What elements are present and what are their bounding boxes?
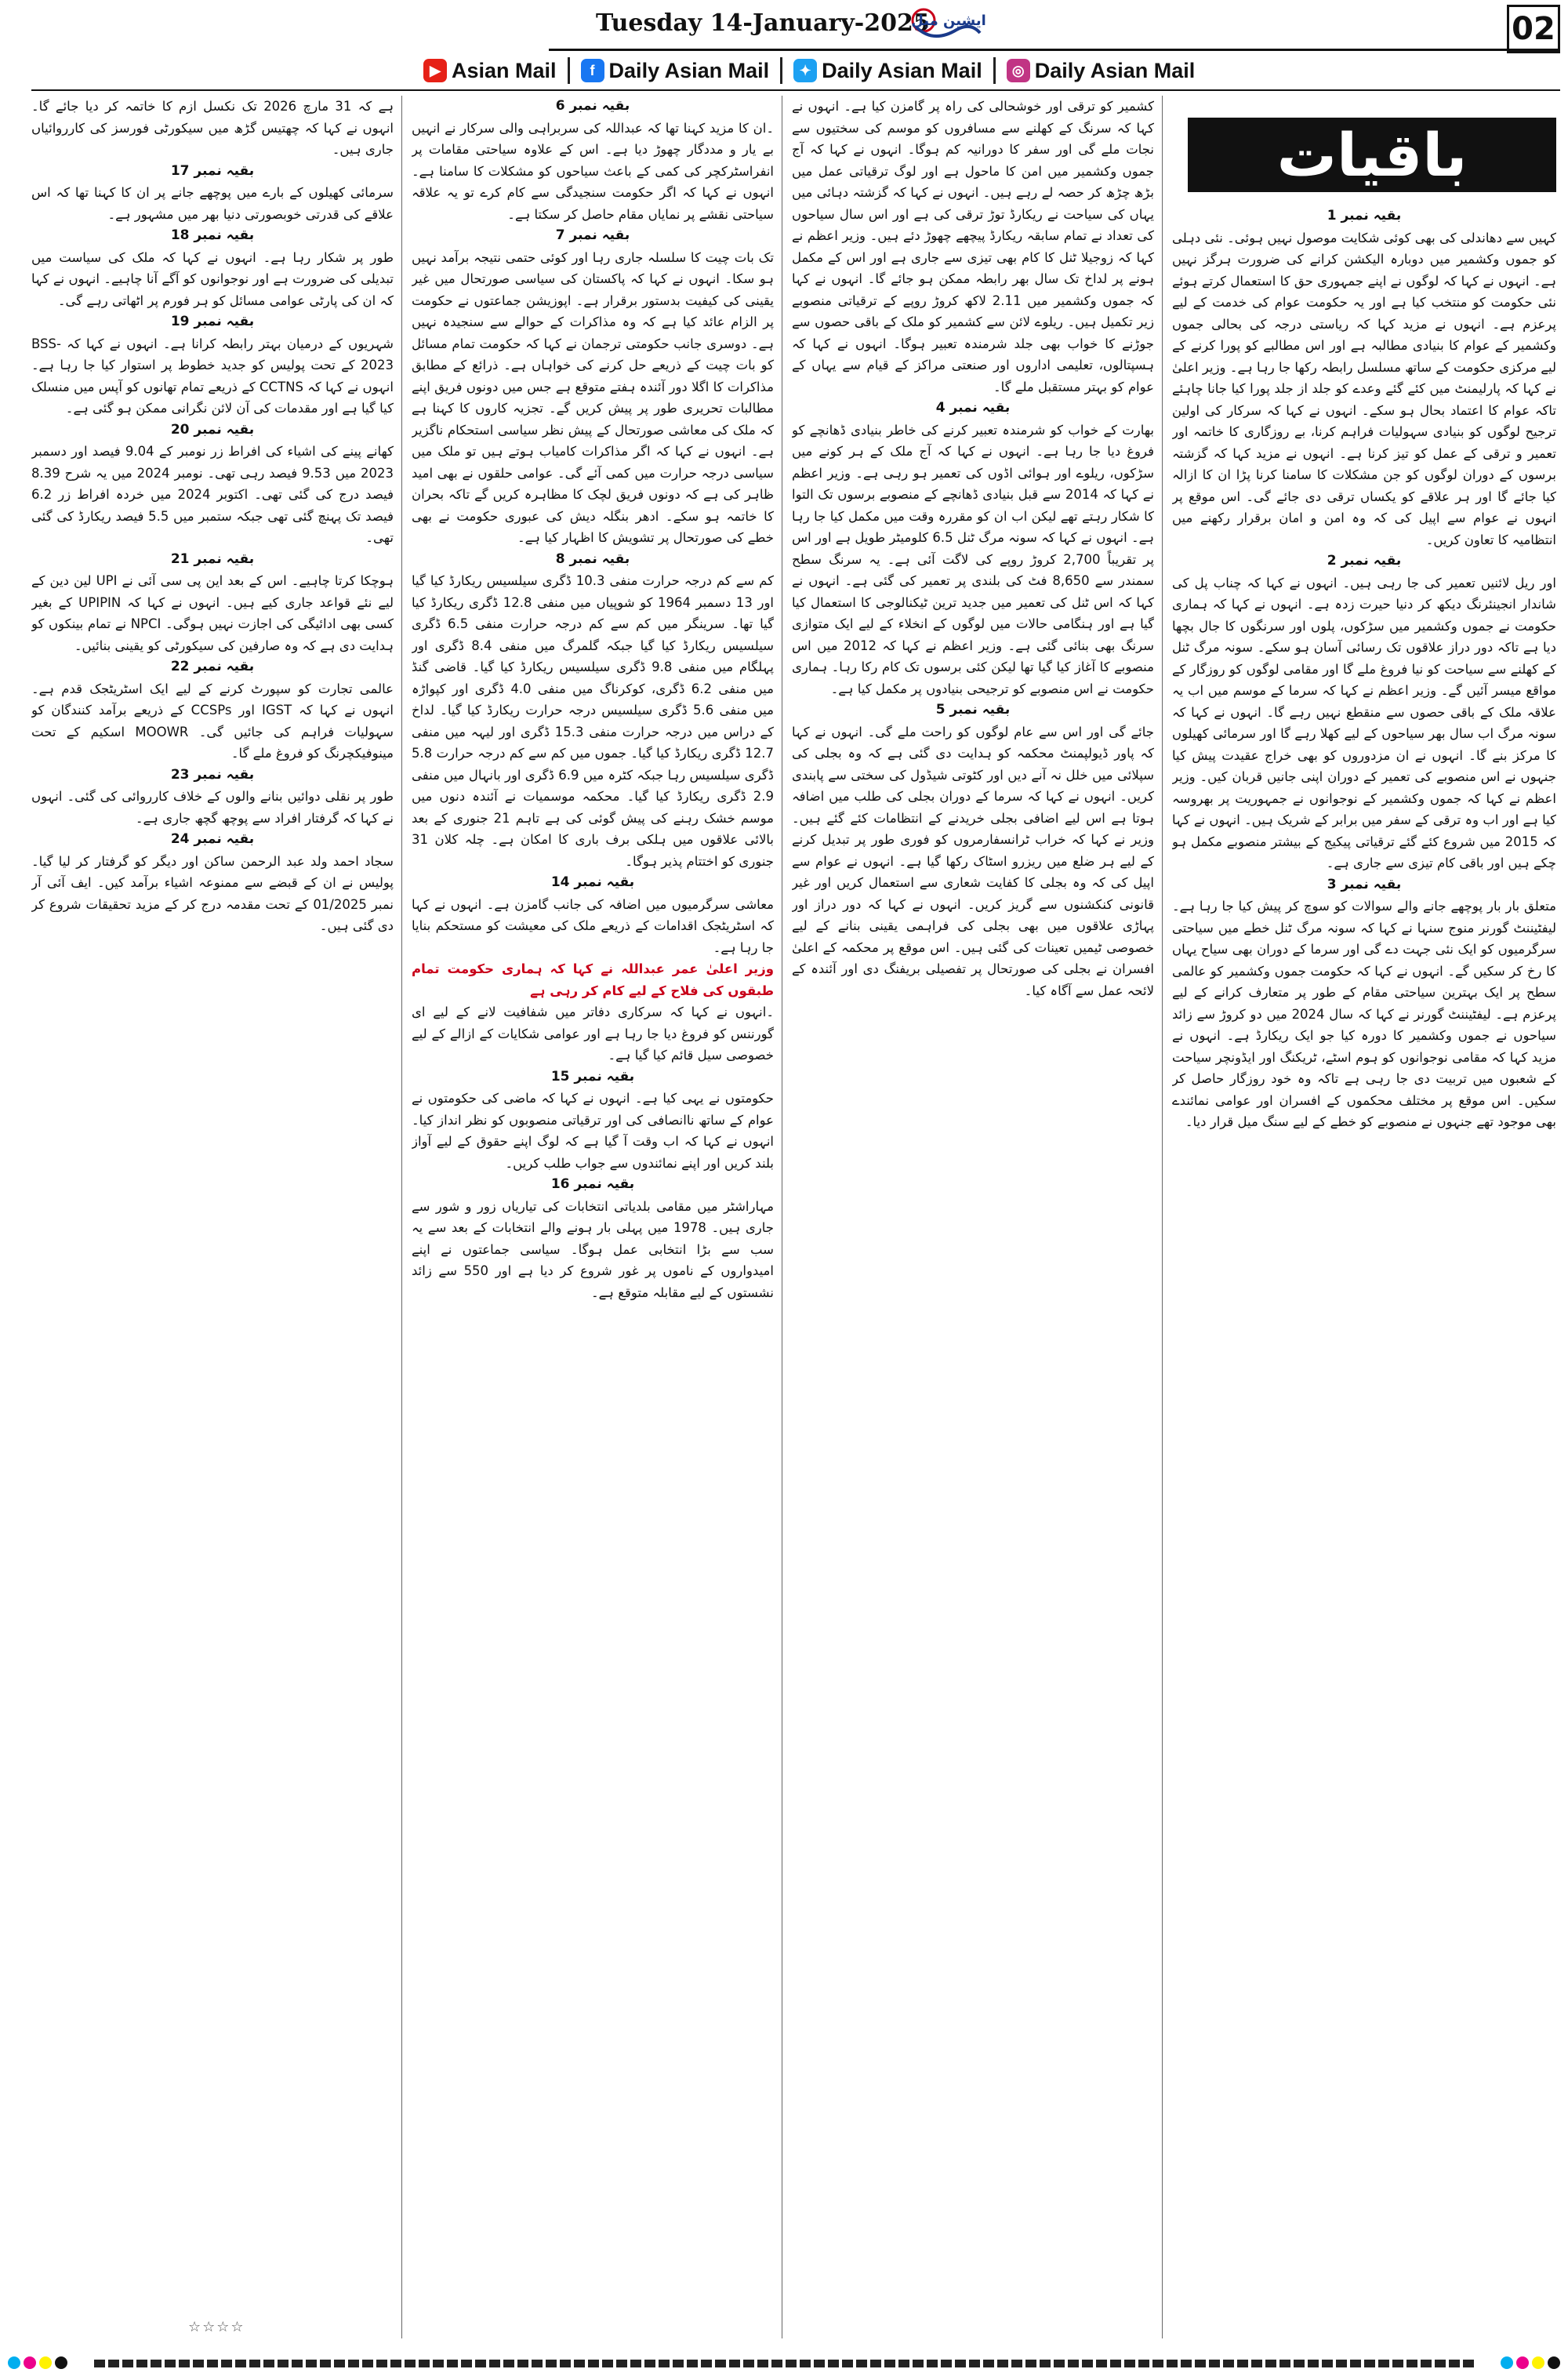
column-3 <box>412 96 774 2338</box>
article-text: اور ریل لائنیں تعمیر کی جا رہی ہیں۔ انہوں نے کہا کہ چناب پل کی شاندار انجینئرنگ دیکھ کر دنیا حیرت زدہ ہے۔ انہوں نے کہا کہ ہماری حکومت نے جموں وکشمیر میں سڑکوں، پلوں اور سرنگوں کا جال بچھا دیا ہے تاکہ دور دراز علاقوں تک رسائی آسان ہو سکے۔ سونہ مرگ ٹنل کے کھلنے سے سیاحت کو نیا فروغ ملے گا اور مقامی لوگوں کو روزگار کے مواقع میسر آئیں گے۔ وزیر اعظم نے کہا کہ سرما کے موسم میں اب یہ علاقہ ملک کے باقی حصوں سے منقطع نہیں رہے گا۔ انہوں نے کہا کہ سونہ مرگ اب سال بھر سیاحوں کے لیے کھلا رہے گا اور سرمائی کھیلوں کا مرکز بنے گا۔ انہوں نے ان مزدوروں کو بھی خراج عقیدت پیش کیا جنہوں نے اس منصوبے کی تعمیر کے دوران اپنی جانیں قربان کیں۔ وزیر اعظم نے کہا کہ جموں وکشمیر کے نوجوانوں نے جمہوریت پر بھروسہ کیا ہے اور اب وہ ترقی کے سفر میں برابر کے شریک ہیں۔ انہوں نے کہا کہ 2015 میں شروع کئے گئے ترقیاتی پیکیج کے بیشتر منصوبے مکمل ہو چکے ہیں اور باقی کام تیزی سے جاری ہے۔ <box>1172 575 1556 870</box>
highlighted-text: وزیر اعلیٰ عمر عبداللہ نے کہا کہ ہماری حکومت تمام طبقوں کی فلاح کے لیے کام کر رہی ہے <box>412 961 774 998</box>
article-text: سجاد احمد ولد عبد الرحمن ساکن اور دیگر کو گرفتار کر لیا گیا۔ پولیس نے ان کے قبضے سے ممنوعہ اشیاء برآمد کیں۔ ایف آئی آر نمبر 01/2025 کے تحت مقدمہ درج کر کے مزید تحقیقات شروع کر دی گئی ہیں۔ <box>31 853 394 933</box>
social-label: Daily Asian Mail <box>1034 58 1196 82</box>
continuation-heading: بقیہ نمبر 2 <box>1327 553 1402 569</box>
logo-text: ایشین میل <box>911 13 986 29</box>
continuation-heading: بقیہ نمبر 20 <box>170 421 255 438</box>
column-4 <box>31 96 394 2315</box>
continuation-heading: بقیہ نمبر 24 <box>170 831 255 847</box>
article-text: شہریوں کے درمیان بہتر رابطہ کرانا ہے۔ انہوں نے کہا کہ BSS-2023 کے تحت پولیس کو جدید خطوط پر استوار کیا جا رہا ہے۔ انہوں نے کہا کہ CCTNS کے ذریعے تمام تھانوں کو آپس میں منسلک کیا گیا ہے اور مقدمات کی آن لائن نگرانی ممکن ہو گئی ہے۔ <box>31 336 394 416</box>
youtube-icon: ▶ <box>423 59 447 82</box>
article-text: ۔انہوں نے کہا کہ سرکاری دفاتر میں شفافیت لانے کے لیے ای گورننس کو فروغ دیا جا رہا ہے اور عوامی شکایات کے ازالے کے لیے خصوصی سیل قائم کیا گیا ہے۔ <box>412 1005 774 1063</box>
article-text: کشمیر کو ترقی اور خوشحالی کی راہ پر گامزن کیا ہے۔ انہوں نے کہا کہ سرنگ کے کھلنے سے مسافروں کو موسم کی سختیوں سے نجات ملے گی اور سفر کا دورانیہ کم ہوگا۔ انہوں نے کہا کہ آج جموں وکشمیر میں امن کا ماحول ہے اور لوگ ترقیاتی عمل میں بڑھ چڑھ کر حصہ لے رہے ہیں۔ انہوں نے کہا کہ گزشتہ دہائی میں یہاں کی سیاحت نے ریکارڈ توڑ ترقی کی ہے اور اس سال سیاحوں کی تعداد نے تمام سابقہ ریکارڈ پیچھے چھوڑ دئے ہیں۔ وزیر اعظم نے کہا کہ زوجیلا ٹنل کا کام بھی تیزی سے جاری ہے اور اس کے مکمل ہونے پر لداخ تک سال بھر رابطہ ممکن ہو جائے گا۔ انہوں نے کہا کہ جموں وکشمیر میں 2.11 لاکھ کروڑ روپے کے ترقیاتی منصوبے زیر تکمیل ہیں۔ ریلوے لائن سے کشمیر کو ملک کے باقی حصوں سے جوڑنے کا خواب بھی جلد شرمندہ تعبیر ہوگا۔ انہوں نے کہا کہ ہسپتالوں، تعلیمی اداروں اور صنعتی مراکز کے قیام سے یہاں کے عوام کو بہتر مستقبل ملے گا۔ <box>792 99 1154 394</box>
page-number: 02 <box>1507 5 1560 53</box>
print-footer <box>0 2349 1568 2380</box>
social-youtube[interactable] <box>423 57 570 84</box>
newspaper-logo <box>902 3 988 49</box>
continuation-heading: بقیہ نمبر 4 <box>935 400 1011 416</box>
continuation-heading: بقیہ نمبر 23 <box>170 766 255 783</box>
social-label: Daily Asian Mail <box>608 58 770 82</box>
continuation-heading: بقیہ نمبر 7 <box>555 227 630 243</box>
end-stars: ☆☆☆☆ <box>188 2319 245 2335</box>
social-instagram[interactable] <box>1007 59 1196 83</box>
article-text: کم سے کم درجہ حرارت منفی 10.3 ڈگری سیلسیس ریکارڈ کیا گیا اور 13 دسمبر 1964 کو شوپیاں میں منفی 12.8 ڈگری ریکارڈ کیا گیا تھا۔ سرینگر میں کم سے کم درجہ حرارت منفی 6.5 ڈگری سیلسیس ریکارڈ کیا گیا جبکہ گلمرگ میں منفی 8.4 ڈگری اور پہلگام میں منفی 9.8 ڈگری سیلسیس ریکارڈ کیا گیا۔ قاضی گنڈ میں منفی 6.2 ڈگری، کوکرناگ میں منفی 4.0 ڈگری اور کپواڑہ میں منفی 5.6 ڈگری سیلسیس درجہ حرارت ریکارڈ کیا گیا۔ لداخ کے دراس میں درجہ حرارت منفی 15.3 ڈگری اور لیہہ میں منفی 12.7 ڈگری ریکارڈ کیا گیا۔ جموں میں کم سے کم درجہ حرارت 5.8 ڈگری سیلسیس رہا جبکہ کٹرہ میں 6.9 ڈگری اور بانہال میں منفی 2.9 ڈگری ریکارڈ کیا گیا۔ محکمہ موسمیات نے آئندہ دنوں میں موسم خشک رہنے کی پیش گوئی کی ہے تاہم 21 جنوری کے بعد بالائی علاقوں میں ہلکی برف باری کا امکان ہے۔ چلہ کلان 31 جنوری کو اختتام پذیر ہوگا۔ <box>412 573 774 869</box>
column-2 <box>792 96 1154 2338</box>
issue-date: Tuesday 14-January-2025 <box>596 9 930 37</box>
continuation-heading: بقیہ نمبر 5 <box>935 702 1011 718</box>
article-text: مہاراشٹر میں مقامی بلدیاتی انتخابات کی تیاریاں زور و شور سے جاری ہیں۔ 1978 میں پہلی بار ہونے والے انتخابات کے بعد سے یہ سب سے بڑا انتخابی عمل ہوگا۔ سیاسی جماعتوں نے اپنے امیدواروں کے ناموں پر غور شروع کر دیا ہے اور 550 سے زائد نشستوں کے لیے مقابلہ متوقع ہے۔ <box>412 1198 774 1300</box>
column-divider <box>1162 96 1163 2338</box>
color-registration-left <box>8 2356 67 2369</box>
article-text: سرمائی کھیلوں کے بارے میں پوچھے جانے پر ان کا کہنا تھا کہ اس علاقے کی قدرتی خوبصورتی دنیا بھر میں مشہور ہے۔ <box>31 185 394 222</box>
continuation-heading: بقیہ نمبر 15 <box>550 1068 635 1085</box>
instagram-icon: ◎ <box>1007 59 1030 82</box>
section-banner: باقیات <box>1188 118 1556 192</box>
article-text: عالمی تجارت کو سپورٹ کرنے کے لیے ایک اسٹریٹجک قدم ہے۔ انہوں نے کہا کہ IGST اور CCSPs کے ذریعے برآمد کنندگان کو سہولیات فراہم کی جائیں گی۔ MOOWR اسکیم کے تحت مینوفیکچرنگ کو فروغ ملے گا۔ <box>31 681 394 761</box>
masthead <box>0 0 1568 49</box>
column-divider <box>401 96 402 2338</box>
continuation-heading: بقیہ نمبر 19 <box>170 314 255 329</box>
header-rule <box>31 89 1560 91</box>
social-twitter[interactable] <box>793 57 996 84</box>
continuation-heading: بقیہ نمبر 3 <box>1327 876 1402 892</box>
social-facebook[interactable] <box>581 57 783 84</box>
article-text: حکومتوں نے یہی کیا ہے۔ انہوں نے کہا کہ ماضی کی حکومتوں نے عوام کے ساتھ ناانصافی کی اور ترقیاتی منصوبوں کو نظر انداز کیا۔ انہوں نے کہا کہ اب وقت آ گیا ہے کہ لوگ اپنے حقوق کے لیے آواز بلند کریں اور اپنے نمائندوں سے جواب طلب کریں۔ <box>412 1091 774 1171</box>
continuation-heading: بقیہ نمبر 8 <box>555 550 630 567</box>
continuation-heading: بقیہ نمبر 21 <box>170 550 255 567</box>
facebook-icon: f <box>581 59 604 82</box>
registration-bar <box>94 2360 1474 2367</box>
continuation-heading: بقیہ نمبر 1 <box>1327 208 1402 223</box>
article-text: طور پر شکار رہا ہے۔ انہوں نے کہا کہ ملک کی سیاست میں تبدیلی کی ضرورت ہے اور نوجوانوں کو آگے آنا چاہیے۔ انہوں نے کہا کہ ان کی پارٹی عوامی مسائل کو ہر فورم پر اٹھاتی رہے گی۔ <box>31 249 394 308</box>
color-registration-right <box>1501 2356 1560 2369</box>
continuation-heading: بقیہ نمبر 16 <box>550 1176 635 1192</box>
article-text: ۔ان کا مزید کہنا تھا کہ عبداللہ کی سربراہی والی سرکار نے انہیں بے یار و مددگار چھوڑ دیا ہے۔ اس کے علاوہ سیاحتی مقامات پر انفراسٹرکچر کی کمی کے باعث سیاحوں کو مشکلات کا سامنا ہے۔ انہوں نے کہا کہ اگر حکومت سنجیدگی سے کام کرے تو یہ علاقہ سیاحتی نقشے پر نمایاں مقام حاصل کر سکتا ہے۔ <box>412 120 774 222</box>
article-text: کھانے پینے کی اشیاء کی افراط زر نومبر کے 9.04 فیصد اور دسمبر 2023 میں 9.53 فیصد رہی تھی۔ نومبر 2024 میں یہ شرح 8.39 فیصد درج کی گئی تھی۔ اکتوبر 2024 میں خردہ افراط زر 6.2 فیصد تک پہنچ گئی تھی جبکہ ستمبر میں 5.5 فیصد ریکارڈ کی گئی تھی۔ <box>31 444 394 545</box>
article-text: کہیں سے دھاندلی کی بھی کوئی شکایت موصول نہیں ہوئی۔ نئی دہلی کو جموں وکشمیر میں دوبارہ الیکشن کرانے کی ضرورت ہرگز نہیں ہے۔ انہوں نے کہا کہ لوگوں نے اپنے جمہوری حق کا استعمال کرتے ہوئے نئی حکومت کو منتخب کیا ہے اور یہ حکومت عوام کی خدمت کے لیے پرعزم ہے۔ انہوں نے مزید کہا کہ ریاستی درجہ کی بحالی جموں وکشمیر کے عوام کا بنیادی مطالبہ ہے اور اس مطالبے کو پورا کرنے کے لیے مرکزی حکومت کے ساتھ مسلسل رابطہ رکھا جا رہا ہے۔ وزیر اعلیٰ نے کہا کہ پارلیمنٹ میں کئے گئے وعدے کو جلد از جلد پورا کیا جانا چاہئے تاکہ عوام کا اعتماد بحال ہو سکے۔ انہوں نے کہا کہ سرکار کی اولین ترجیح لوگوں کو بنیادی سہولیات فراہم کرنا، بے روزگاری کا خاتمہ اور تعمیر و ترقی کے عمل کو تیز کرنا ہے۔ انہوں نے مزید کہا کہ گزشتہ برسوں کے دوران لوگوں کو جن مشکلات کا سامنا کرنا پڑا ان کا ازالہ کیا جائے گا اور ہر علاقے کو یکساں ترقی دی جائے گی۔ اس موقع پر انہوں نے عوام سے اپیل کی کہ وہ امن و امان برقرار رکھنے میں انتظامیہ کا تعاون کریں۔ <box>1172 230 1556 547</box>
social-label: Daily Asian Mail <box>822 58 982 82</box>
continuation-heading: بقیہ نمبر 22 <box>170 659 255 674</box>
article-text: جائے گی اور اس سے عام لوگوں کو راحت ملے گی۔ انہوں نے کہا کہ پاور ڈیولپمنٹ محکمہ کو ہدایت دی گئی ہے کہ وہ بجلی کی سپلائی میں خلل نہ آنے دیں اور کٹوتی شیڈول کی سختی سے پابندی کریں۔ انہوں نے کہا کہ سرما کے دوران بجلی کی طلب میں اضافہ ہوتا ہے اس لیے اضافی بجلی خریدنے کے انتظامات کئے گئے ہیں۔ وزیر نے کہا کہ خراب ٹرانسفارمروں کو فوری طور پر تبدیل کرنے کے لیے ہر ضلع میں ریزرو اسٹاک رکھا گیا ہے۔ انہوں نے عوام سے اپیل کی کہ وہ بجلی کا کفایت شعاری سے استعمال کریں اور غیر قانونی کنکشنوں سے گریز کریں۔ انہوں نے کہا کہ دور دراز اور پہاڑی علاقوں میں بھی بجلی کی فراہمی یقینی بنانے کے لیے خصوصی ٹیمیں تعینات کی گئی ہیں۔ اس موقع پر محکمہ کے اعلیٰ افسران نے بجلی کی صورتحال پر تفصیلی بریفنگ دی اور آئندہ کے لائحہ عمل سے آگاہ کیا۔ <box>792 724 1154 998</box>
continuation-heading: بقیہ نمبر 18 <box>170 227 255 243</box>
article-text: متعلق بار بار پوچھے جانے والے سوالات کو سوچ کر پیش کیا جا رہا ہے۔ لیفٹیننٹ گورنر منوج سنہا نے کہا کہ سونہ مرگ ٹنل خطے میں سیاحتی سرگرمیوں کو ایک نئی جہت دے گی اور سرما کے دوران بھی سیاح یہاں کا رخ کر سکیں گے۔ انہوں نے کہا کہ حکومت جموں وکشمیر کو عالمی سطح پر ایک بہترین سیاحتی مقام کے طور پر متعارف کرانے کے لیے پرعزم ہے۔ لیفٹیننٹ گورنر نے کہا کہ سال 2024 میں دو کروڑ سے زائد سیاحوں نے جموں وکشمیر کا دورہ کیا جو ایک ریکارڈ ہے۔ انہوں نے مزید کہا کہ مقامی نوجوانوں کو ہوم اسٹے، ٹریکنگ اور ایڈونچر سیاحت کے شعبوں میں تربیت دی جا رہی ہے تاکہ وہ خود روزگار حاصل کر سکیں۔ اس موقع پر مختلف محکموں کے افسران اور عوامی نمائندے بھی موجود تھے جنہوں نے منصوبے کو خطے کے لیے سنگ میل قرار دیا۔ <box>1172 899 1556 1129</box>
continuation-heading: بقیہ نمبر 6 <box>555 98 630 114</box>
article-text: ہے کہ 31 مارچ 2026 تک نکسل ازم کا خاتمہ کر دیا جائے گا۔ انہوں نے کہا کہ چھتیس گڑھ میں سیکورٹی فورسز کی کارروائیاں جاری ہیں۔ <box>31 99 394 157</box>
social-bar <box>423 55 1195 86</box>
article-text: طور پر نقلی دوائیں بنانے والوں کے خلاف کارروائی کی گئی۔ انہوں نے کہا کہ گرفتار افراد سے پوچھ گچھ جاری ہے۔ <box>31 789 394 826</box>
article-text: بھارت کے خواب کو شرمندہ تعبیر کرنے کی خاطر بنیادی ڈھانچے کو فروغ دیا جا رہا ہے۔ انہوں نے کہا کہ آج ملک کے ہر کونے میں سڑکوں، ریلوے اور ہوائی اڈوں کی تعمیر ہو رہی ہے۔ وزیر اعظم نے کہا کہ 2014 سے قبل بنیادی ڈھانچے کے منصوبے برسوں تک التوا کا شکار رہتے تھے لیکن اب ان کو مقررہ وقت میں مکمل کیا جا رہا ہے۔ انہوں نے کہا کہ سونہ مرگ ٹنل 6.5 کلومیٹر طویل ہے اور اس پر تقریباً 2,700 کروڑ روپے کی لاگت آئی ہے۔ یہ سرنگ سطح سمندر سے 8,650 فٹ کی بلندی پر تعمیر کی گئی ہے۔ انہوں نے کہا کہ اس ٹنل کی تعمیر میں جدید ترین ٹیکنالوجی کا استعمال کیا گیا ہے اور ہنگامی حالات میں لوگوں کے انخلاء کے لیے ایک متوازی سرنگ بھی بنائی گئی ہے۔ وزیر اعظم نے کہا کہ 2012 میں اس منصوبے کا آغاز کیا گیا تھا لیکن کئی برسوں تک کام رکا رہا۔ ہماری حکومت نے اس منصوبے کو ترجیحی بنیادوں پر مکمل کیا ہے۔ <box>792 422 1154 696</box>
column-1 <box>1172 205 1556 2338</box>
continuation-heading: بقیہ نمبر 14 <box>550 874 635 890</box>
social-label: Asian Mail <box>452 58 557 82</box>
twitter-icon: ✦ <box>793 59 817 82</box>
continuation-heading: بقیہ نمبر 17 <box>170 162 255 179</box>
article-text: ہوچکا کرتا چاہیے۔ اس کے بعد این پی سی آئی نے UPI لین دین کے لیے نئے قواعد جاری کیے ہیں۔ انہوں نے کہا کہ UPIPIN کے بغیر کسی بھی ادائیگی کی اجازت نہیں ہوگی۔ NPCI نے تمام بینکوں کو ہدایت دی ہے کہ وہ صارفین کی سیکورٹی کو یقینی بنائیں۔ <box>31 573 394 653</box>
article-text: تک بات چیت کا سلسلہ جاری رہا اور کوئی حتمی نتیجہ برآمد نہیں ہو سکا۔ انہوں نے کہا کہ پاکستان کی سیاسی صورتحال میں غیر یقینی کی کیفیت بدستور برقرار ہے۔ اپوزیشن جماعتوں نے حکومت پر الزام عائد کیا ہے کہ وہ مذاکرات کے حوالے سے سنجیدہ نہیں ہے۔ دوسری جانب حکومتی ترجمان نے کہا کہ حکومت تمام مسائل کو بات چیت کے ذریعے حل کرنے کی خواہاں ہے۔ ذرائع کے مطابق مذاکرات کا اگلا دور آئندہ ہفتے متوقع ہے جس میں دونوں فریق اپنے مطالبات تحریری طور پر پیش کریں گے۔ تجزیہ کاروں کا کہنا ہے کہ ملک کی معاشی صورتحال کے پیش نظر سیاسی استحکام ناگزیر ہے۔ انہوں نے کہا کہ اگر مذاکرات کامیاب ہوتے ہیں تو ملک میں سیاسی درجہ حرارت میں کمی آئے گی۔ عوامی حلقوں نے بھی امید ظاہر کی ہے کہ دونوں فریق لچک کا مظاہرہ کریں گے تاکہ بحران کا خاتمہ ہو سکے۔ ادھر بنگلہ دیش کی عبوری حکومت نے بھی خطے کی صورتحال پر تشویش کا اظہار کیا ہے۔ <box>412 249 774 545</box>
article-text: معاشی سرگرمیوں میں اضافہ کی جانب گامزن ہے۔ انہوں نے کہا کہ اسٹریٹجک اقدامات کے ذریعے ملک کی معیشت کو مستحکم بنایا جا رہا ہے۔ <box>412 896 774 955</box>
top-rule <box>549 49 1560 51</box>
